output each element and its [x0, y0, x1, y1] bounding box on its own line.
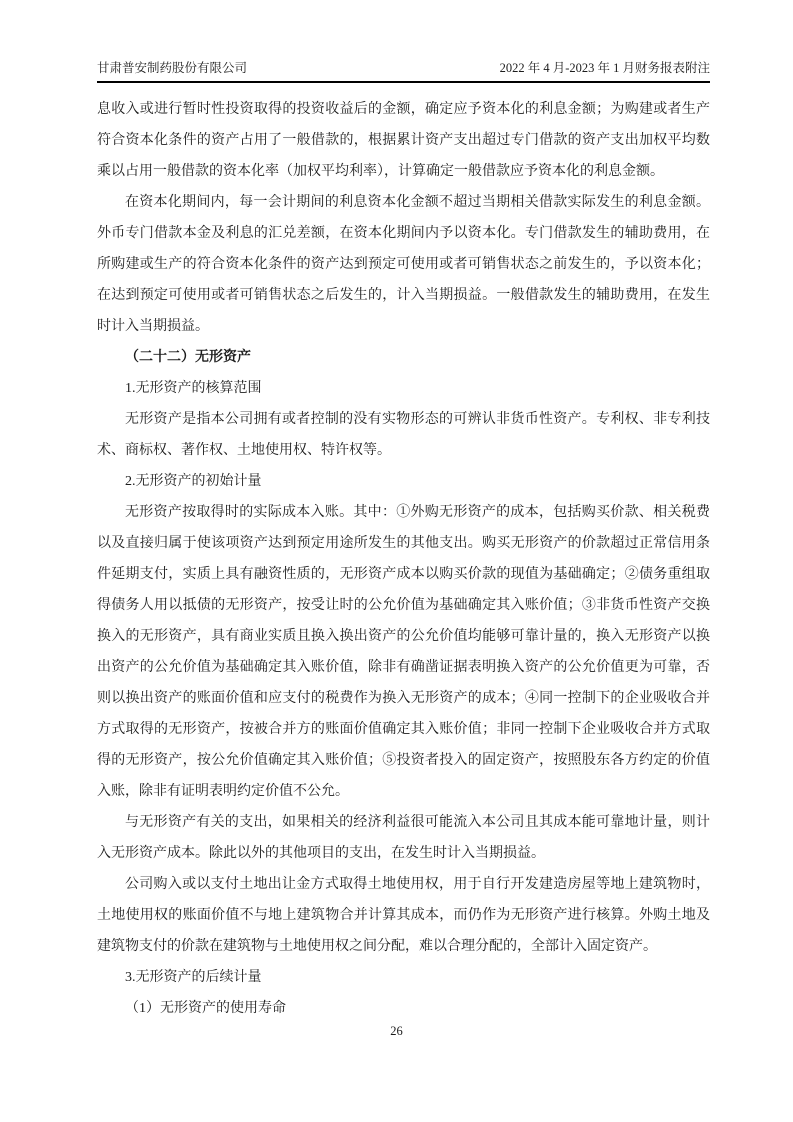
paragraph-related-expenditure: 与无形资产有关的支出，如果相关的经济利益很可能流入本公司且其成本能可靠地计量，则计入无形资产成本。除此以外的其他项目的支出，在发生时计入当期损益。: [97, 815, 710, 861]
report-title: 2022 年 4 月-2023 年 1 月财务报表附注: [499, 61, 710, 75]
page-footer: [0, 1024, 793, 1039]
paragraph-initial-measurement-detail: 无形资产按取得时的实际成本入账。其中：①外购无形资产的成本，包括购买价款、相关税费以及直接归属于使该项资产达到预定用途所发生的其他支出。购买无形资产的价款超过正常信用条件延期支付，实质上具有融资性质的，无形资产成本以购买价款的现值为基础确定；②债务重组取得债务人用以抵债的无形资产，按受让时的公允价值为基础确定其入账价值；③非货币性资产交换换入的无形资产，具有商业实质且换入换出资产的公允价值均能够可靠计量的，换入无形资产以换出资产的公允价值为基础确定其入账价值，除非有确凿证据表明换入资产的公允价值更为可靠，否则以换出资产的账面价值和应支付的税费作为换入无形资产的成本；④同一控制下的企业吸收合并方式取得的无形资产，按被合并方的账面价值确定其入账价值；非同一控制下企业吸收合并方式取得的无形资产，按公允价值确定其入账价值；⑤投资者投入的固定资产，按照股东各方约定的价值入账，除非有证明表明约定价值不公允。: [97, 505, 710, 799]
paragraph-interest-capitalization-continuation: 息收入或进行暂时性投资取得的投资收益后的金额，确定应予资本化的利息金额；为购建或者生产符合资本化条件的资产占用了一般借款的，根据累计资产支出超过专门借款的资产支出加权平均数乘以占用一般借款的资本化率（加权平均利率），计算确定一般借款应予资本化的利息金额。: [97, 102, 710, 179]
list-item-accounting-scope: 1.无形资产的核算范围: [125, 381, 262, 396]
document-body: [97, 94, 710, 1024]
list-item-subsequent-measurement: 3.无形资产的后续计量: [125, 970, 262, 985]
section-heading-intangible-assets: （二十二）无形资产: [125, 350, 251, 365]
paragraph-land-use-right: 公司购入或以支付土地出让金方式取得土地使用权，用于自行开发建造房屋等地上建筑物时，土地使用权的账面价值不与地上建筑物合并计算其成本，而仍作为无形资产进行核算。外购土地及建筑物支付的价款在建筑物与土地使用权之间分配，难以合理分配的，全部计入固定资产。: [97, 877, 710, 954]
page-header: [97, 60, 710, 83]
paragraph-capitalization-period: 在资本化期间内，每一会计期间的利息资本化金额不超过当期相关借款实际发生的利息金额。外币专门借款本金及利息的汇兑差额，在资本化期间内予以资本化。专门借款发生的辅助费用，在所购建或生产的符合资本化条件的资产达到预定可使用或者可销售状态之前发生的，予以资本化；在达到预定可使用或者可销售状态之后发生的，计入当期损益。一般借款发生的辅助费用，在发生时计入当期损益。: [97, 195, 710, 334]
list-item-useful-life: （1）无形资产的使用寿命: [125, 1001, 286, 1016]
list-item-initial-measurement: 2.无形资产的初始计量: [125, 474, 262, 489]
company-name: 甘肃普安制药股份有限公司: [97, 61, 248, 75]
page-number: 26: [390, 1024, 403, 1038]
paragraph-intangible-definition: 无形资产是指本公司拥有或者控制的没有实物形态的可辨认非货币性资产。专利权、非专利技术、商标权、著作权、土地使用权、特许权等。: [97, 412, 710, 458]
